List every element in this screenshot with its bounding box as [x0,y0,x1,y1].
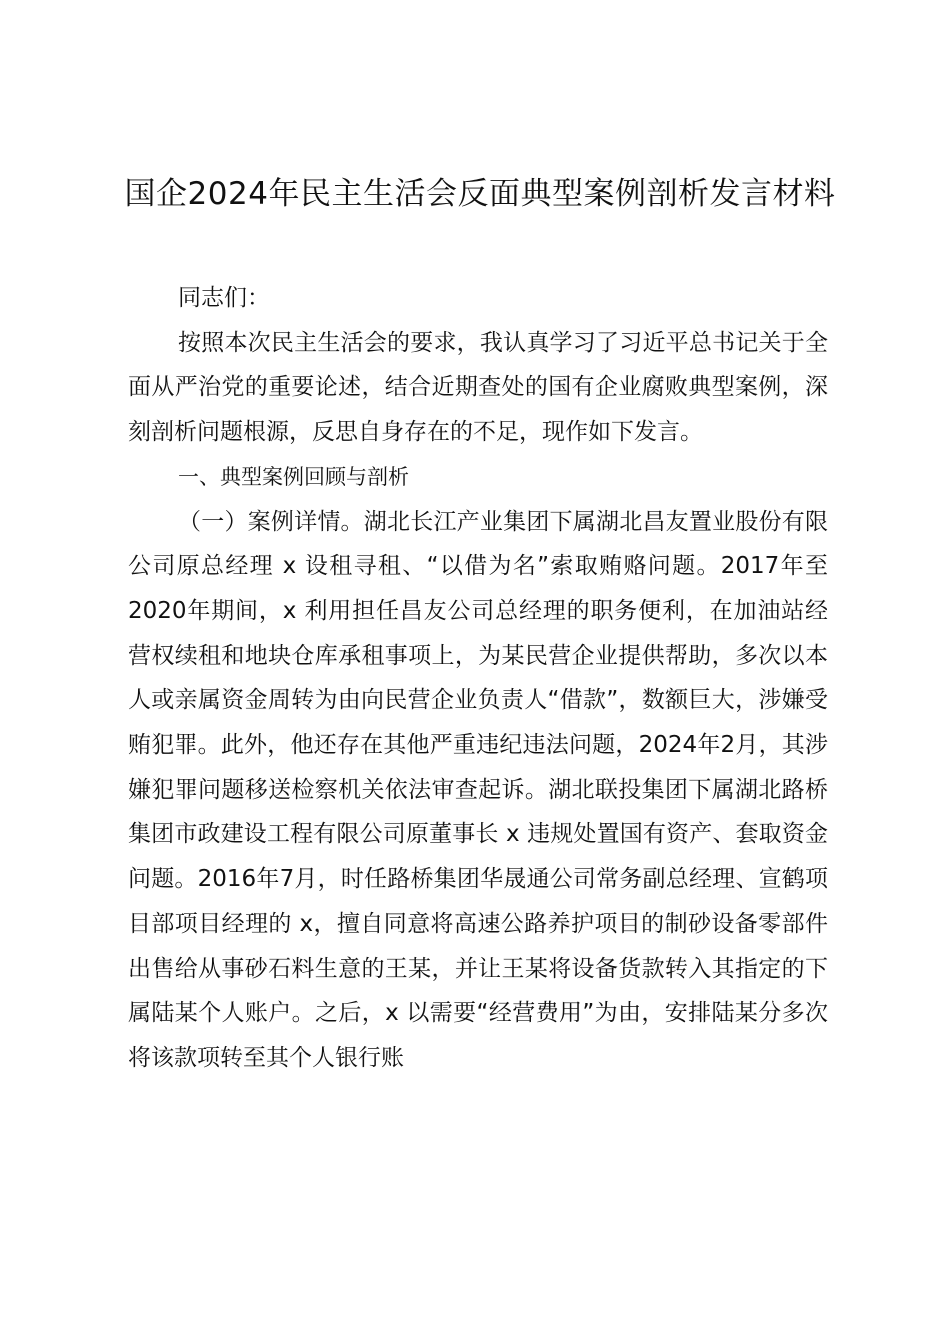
salutation: 同志们： [178,285,270,311]
document-body [128,276,828,1081]
document-title: 国企2024年民主生活会反面典型案例剖析发言材料 [124,176,836,212]
section-heading: 一、典型案例回顾与剖析 [178,464,409,489]
intro-paragraph: 按照本次民主生活会的要求，我认真学习了习近平总书记关于全面从严治党的重要论述，结合近期查处的国有企业腐败典型案例，深刻剖析问题根源，反思自身存在的不足，现作如下发言。 [128,329,828,446]
case-details-paragraph: （一）案例详情。湖北长江产业集团下属湖北昌友置业股份有限公司原总经理 x 设租寻租、“以借为名”索取贿赂问题。2017年至2020年期间，x 利用担任昌友公司总经理的职务便利，在加油站经营权续租和地块仓库承租事项上，为某民营企业提供帮助，多次以本人或亲属资金周转为由向民营企业负责人“借款”，数额巨大，涉嫌受贿犯罪。此外，他还存在其他严重违纪违法问题，2024年2月，其涉嫌犯罪问题移送检察机关依法审查起诉。湖北联投集团下属湖北路桥集团市政建设工程有限公司原董事长 x 违规处置国有资产、套取资金问题。2016年7月，时任路桥集团华晟通公司常务副总经理、宣鹤项目部项目经理的 x，擅自同意将高速公路养护项目的制砂设备零部件出售给从事砂石料生意的王某，并让王某将设备货款转入其指定的下属陆某个人账户。之后，x 以需要“经营费用”为由，安排陆某分多次将该款项转至其个人银行账 [128,508,828,1071]
